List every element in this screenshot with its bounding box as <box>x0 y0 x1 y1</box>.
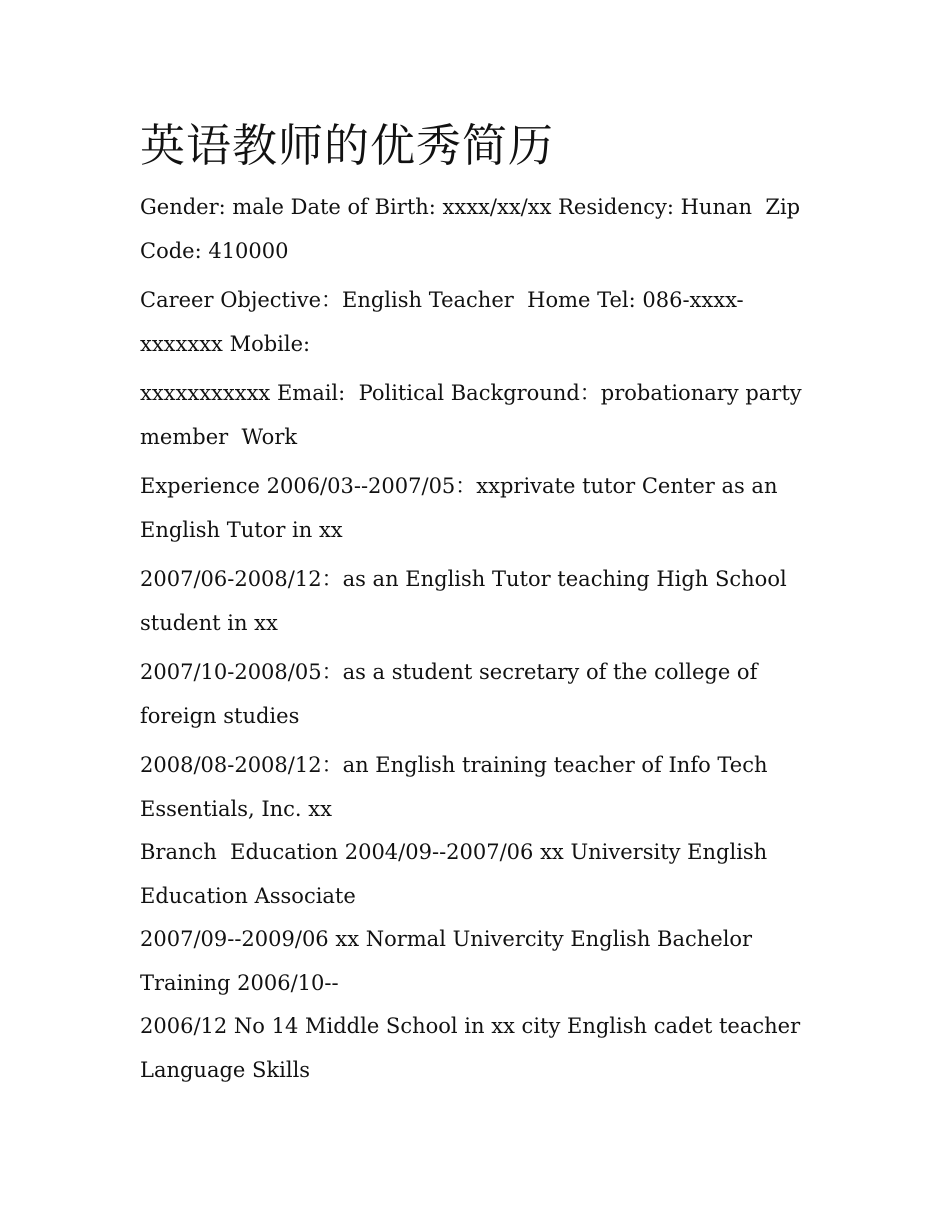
paragraph-experience-1: Experience 2006/03--2007/05：xxprivate tutor Center as an English Tutor in xx <box>140 474 785 542</box>
paragraph-personal-info: Gender: male Date of Birth: xxxx/xx/xx Residency: Hunan Zip Code: 410000 <box>140 195 807 263</box>
paragraph-career-objective: Career Objective：English Teacher Home Tel: 086-xxxx-xxxxxxx Mobile: <box>140 288 744 356</box>
resume-page <box>140 112 820 1092</box>
paragraph-training-skills: 2006/12 No 14 Middle School in xx city English cadet teacher Language Skills <box>140 1014 807 1082</box>
page-title: 英语教师的优秀简历 <box>140 119 555 172</box>
paragraph-experience-3: 2007/10-2008/05：as a student secretary of the college of foreign studies <box>140 660 765 728</box>
paragraph-education-1: Branch Education 2004/09--2007/06 xx University English Education Associate <box>140 840 774 908</box>
paragraph-experience-4: 2008/08-2008/12：an English training teacher of Info Tech Essentials, Inc. xx <box>140 753 775 821</box>
paragraph-contact-political: xxxxxxxxxxx Email: Political Background：probationary party member Work <box>140 381 809 449</box>
paragraph-experience-2: 2007/06-2008/12：as an English Tutor teaching High School student in xx <box>140 567 794 635</box>
paragraph-education-2: 2007/09--2009/06 xx Normal Univercity English Bachelor Training 2006/10-- <box>140 927 759 995</box>
